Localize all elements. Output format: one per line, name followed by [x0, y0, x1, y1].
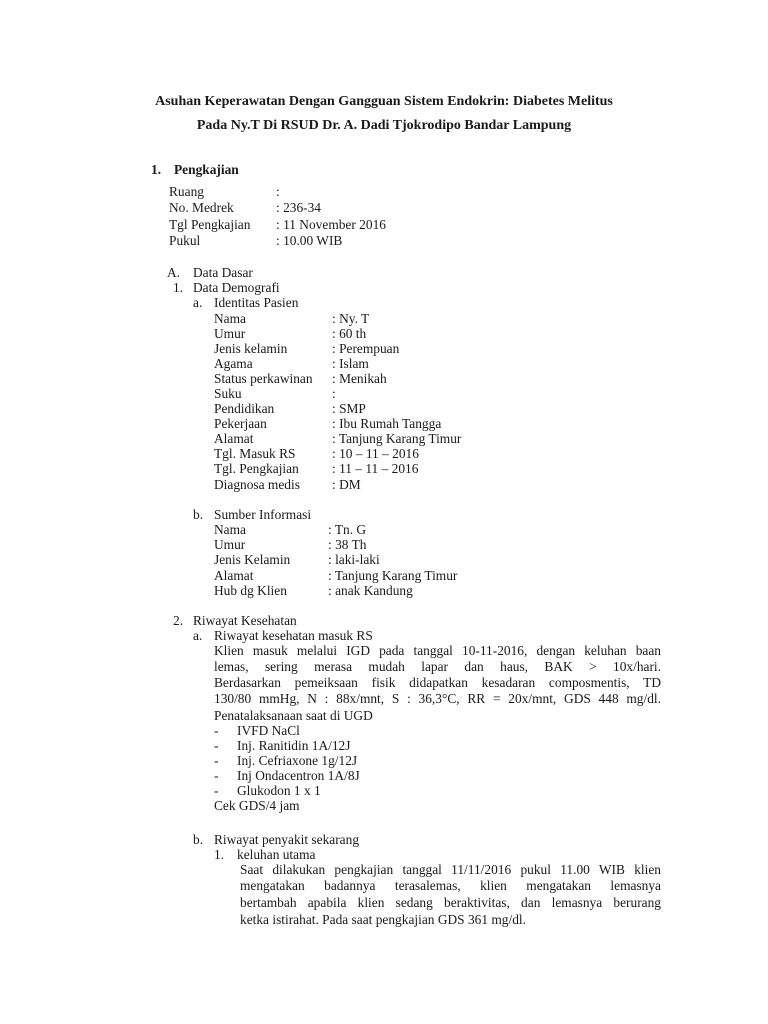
section1-number: 1. [151, 162, 162, 177]
field-value: : Tanjung Karang Timur [332, 431, 462, 446]
field-label: Nama [214, 311, 246, 326]
section-a-heading: Data Dasar [193, 265, 253, 280]
item2-b-heading: Riwayat penyakit sekarang [214, 832, 360, 847]
field-value: : laki-laki [328, 552, 380, 567]
bullet-marker: - [214, 738, 219, 753]
sub-b-marker: b. [193, 507, 204, 522]
field-label: Ruang [169, 184, 204, 199]
field-label: Umur [214, 326, 246, 341]
bullet-marker: - [214, 723, 219, 738]
field-label: Agama [214, 356, 253, 371]
section-a-marker: A. [167, 265, 181, 280]
field-value: : 236-34 [276, 200, 322, 215]
field-label: Suku [214, 386, 242, 401]
paragraph-line: 130/80 mmHg, N : 88x/mnt, S : 36,3°C, RR = 20x/mnt, GDS 448 mg/dl. [214, 691, 661, 706]
field-value: : [276, 184, 280, 199]
field-value: : 10.00 WIB [276, 233, 343, 248]
section1-heading: Pengkajian [174, 162, 239, 177]
paragraph-line: Berdasarkan pemeiksaan fisik didapatkan kesadaran composmentis, TD [214, 675, 661, 690]
item2-heading: Riwayat Kesehatan [193, 613, 297, 628]
sub-a-heading: Identitas Pasien [214, 295, 299, 310]
paragraph-line: bertambah apabila klien sedang beraktivitas, dan lemasnya berurang [240, 895, 661, 910]
field-label: Hub dg Klien [214, 583, 287, 598]
cek-gds-text: Cek GDS/4 jam [214, 798, 300, 813]
field-label: Tgl. Pengkajian [214, 461, 299, 476]
field-label: Pendidikan [214, 401, 275, 416]
field-value: : 11 November 2016 [276, 217, 386, 232]
field-value: : 38 Th [328, 537, 367, 552]
item2-b-marker: b. [193, 832, 204, 847]
field-label: Status perkawinan [214, 371, 313, 386]
keluhan-heading: keluhan utama [237, 847, 316, 862]
field-label: Tgl Pengkajian [169, 217, 251, 232]
field-value: : Menikah [332, 371, 387, 386]
field-label: Pekerjaan [214, 416, 267, 431]
paragraph-line: lemas, sering merasa mudah lapar dan haus, BAK > 10x/hari. [214, 659, 661, 674]
field-value: : 10 – 11 – 2016 [332, 446, 419, 461]
field-label: Tgl. Masuk RS [214, 446, 296, 461]
item2-marker: 2. [173, 613, 184, 628]
field-value: : SMP [332, 401, 366, 416]
field-value: : Islam [332, 356, 369, 371]
field-value: : [332, 386, 336, 401]
paragraph-line: Saat dilakukan pengkajian tanggal 11/11/2016 pukul 11.00 WIB klien [240, 862, 661, 877]
field-label: Jenis kelamin [214, 341, 288, 356]
field-value: : Ny. T [332, 311, 370, 326]
paragraph-line: ketka istirahat. Pada saat pengkajian GDS 361 mg/dl. [240, 912, 526, 927]
bullet-marker: - [214, 768, 219, 783]
ugd-heading: Penatalaksanaan saat di UGD [214, 708, 373, 723]
document-title-line2: Pada Ny.T Di RSUD Dr. A. Dadi Tjokrodipo Bandar Lampung [196, 118, 572, 133]
bullet-marker: - [214, 753, 219, 768]
field-value: : 60 th [332, 326, 367, 341]
field-value: : Tn. G [328, 522, 367, 537]
field-value: : Tanjung Karang Timur [328, 568, 458, 583]
field-value: : DM [332, 477, 361, 492]
keluhan-marker: 1. [214, 847, 225, 862]
field-value: : anak Kandung [328, 583, 413, 598]
item1-marker: 1. [173, 280, 184, 295]
field-value: : Perempuan [332, 341, 400, 356]
paragraph-line: Klien masuk melalui IGD pada tanggal 10-11-2016, dengan keluhan baan [214, 643, 661, 658]
field-label: Diagnosa medis [214, 477, 300, 492]
document-title-line1: Asuhan Keperawatan Dengan Gangguan Sistem Endokrin: Diabetes Melitus [155, 94, 613, 109]
item1-heading: Data Demografi [193, 280, 280, 295]
field-label: Pukul [169, 233, 201, 248]
field-value: : Ibu Rumah Tangga [332, 416, 442, 431]
list-item-text: Glukodon 1 x 1 [237, 783, 321, 798]
list-item-text: Inj. Ranitidin 1A/12J [237, 738, 351, 753]
sub-b-heading: Sumber Informasi [214, 507, 312, 522]
field-value: : 11 – 11 – 2016 [332, 461, 419, 476]
item2-a-heading: Riwayat kesehatan masuk RS [214, 628, 373, 643]
field-label: Umur [214, 537, 246, 552]
list-item-text: Inj Ondacentron 1A/8J [237, 768, 360, 783]
sub-a-marker: a. [193, 295, 203, 310]
field-label: Jenis Kelamin [214, 552, 291, 567]
list-item-text: IVFD NaCl [237, 723, 300, 738]
field-label: Alamat [214, 431, 254, 446]
field-label: No. Medrek [169, 200, 234, 215]
paragraph-line: mengatakan badannya terasalemas, klien mengatakan lemasnya [240, 878, 661, 893]
item2-a-marker: a. [193, 628, 203, 643]
field-label: Nama [214, 522, 246, 537]
bullet-marker: - [214, 783, 219, 798]
list-item-text: Inj. Cefriaxone 1g/12J [237, 753, 358, 768]
field-label: Alamat [214, 568, 254, 583]
